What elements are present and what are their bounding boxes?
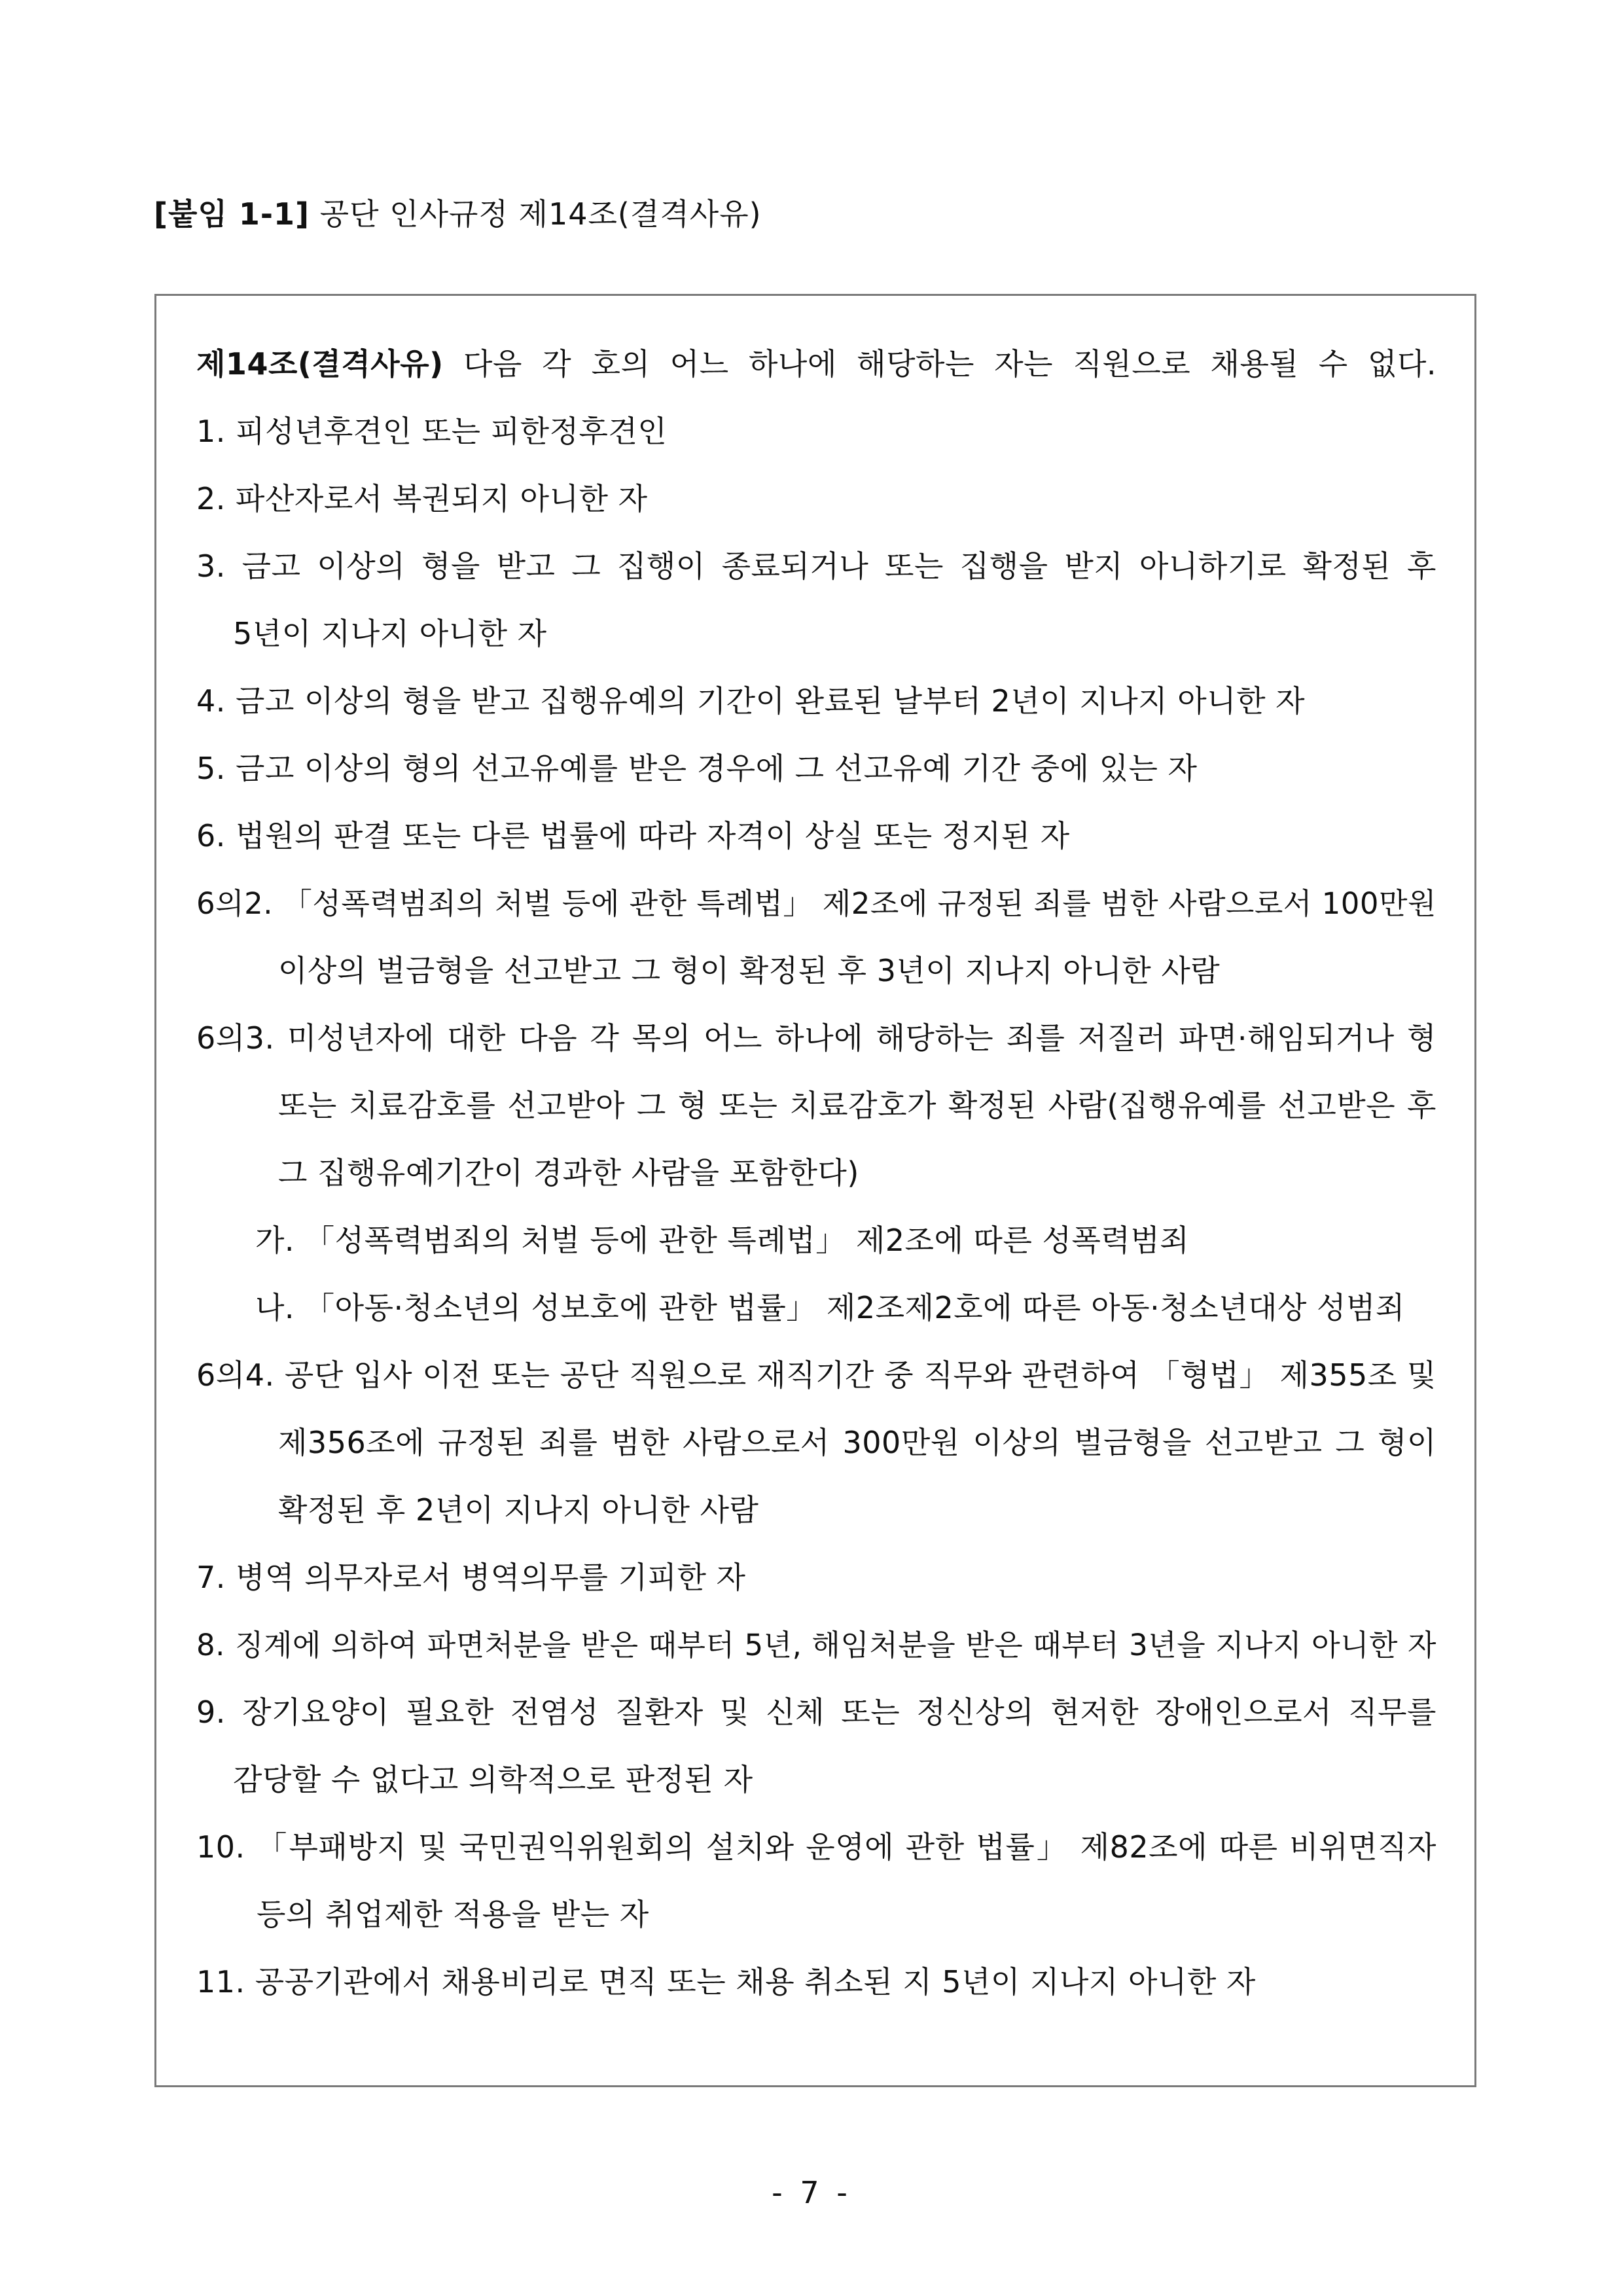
article-header <box>196 331 1436 398</box>
page-heading <box>154 191 762 237</box>
item-9-line-1: 9. 장기요양이 필요한 전염성 질환자 및 신체 또는 정신상의 현저한 장애인으로서 직무를 <box>196 1695 1436 1730</box>
item-8: 8. 징계에 의하여 파면처분을 받은 때부터 5년, 해임처분을 받은 때부터 3년을 지나지 아니한 자 <box>196 1628 1436 1662</box>
item-6-2-line-2: 이상의 벌금형을 선고받고 그 형이 확정된 후 3년이 지나지 아니한 사람 <box>278 953 1221 988</box>
item-6-4-line-3: 확정된 후 2년이 지나지 아니한 사람 <box>278 1492 759 1528</box>
article-intro: 다음 각 호의 어느 하나에 해당하는 자는 직원으로 채용될 수 없다. <box>463 346 1436 382</box>
item-3-line-2: 5년이 지나지 아니한 자 <box>233 616 547 651</box>
heading-title: 공단 인사규정 제14조(결격사유) <box>319 196 762 232</box>
item-6-4-line-1: 6의4. 공단 입사 이전 또는 공단 직원으로 재직기간 중 직무와 관련하여 「형법」 제355조 및 <box>196 1357 1436 1393</box>
item-9-line-2: 감당할 수 없다고 의학적으로 판정된 자 <box>233 1762 753 1797</box>
item-6-3-sub-ga: 가. 「성폭력범죄의 처벌 등에 관한 특례법」 제2조에 따른 성폭력범죄 <box>255 1223 1190 1258</box>
item-2: 2. 파산자로서 복권되지 아니한 자 <box>196 481 648 516</box>
item-7: 7. 병역 의무자로서 병역의무를 기피한 자 <box>196 1560 746 1595</box>
item-6-3-sub-na: 나. 「아동·청소년의 성보호에 관한 법률」 제2조제2호에 따른 아동·청소년대상 성범죄 <box>255 1290 1405 1325</box>
item-3-line-1: 3. 금고 이상의 형을 받고 그 집행이 종료되거나 또는 집행을 받지 아니하기로 확정된 후 <box>196 548 1436 584</box>
item-6-3-line-2: 또는 치료감호를 선고받아 그 형 또는 치료감호가 확정된 사람(집행유예를 선고받은 후 <box>278 1088 1436 1123</box>
item-6-2-line-1: 6의2. 「성폭력범죄의 처벌 등에 관한 특례법」 제2조에 규정된 죄를 범한 사람으로서 100만원 <box>196 886 1436 921</box>
article-content <box>196 331 1436 2016</box>
item-4: 4. 금고 이상의 형을 받고 집행유예의 기간이 완료된 날부터 2년이 지나지 아니한 자 <box>196 683 1306 719</box>
item-5: 5. 금고 이상의 형의 선고유예를 받은 경우에 그 선고유예 기간 중에 있는 자 <box>196 751 1198 786</box>
item-11: 11. 공공기관에서 채용비리로 면직 또는 채용 취소된 지 5년이 지나지 아니한 자 <box>196 1964 1256 2000</box>
item-6: 6. 법원의 판결 또는 다른 법률에 따라 자격이 상실 또는 정지된 자 <box>196 818 1070 853</box>
item-10-line-1: 10. 「부패방지 및 국민권익위원회의 설치와 운영에 관한 법률」 제82조에 따른 비위면직자 <box>196 1829 1436 1865</box>
article-title: 제14조(결격사유) <box>196 346 444 382</box>
item-10-line-2: 등의 취업제한 적용을 받는 자 <box>257 1897 649 1932</box>
item-6-3-line-3: 그 집행유예기간이 경과한 사람을 포함한다) <box>278 1155 859 1191</box>
item-6-4-line-2: 제356조에 규정된 죄를 범한 사람으로서 300만원 이상의 벌금형을 선고받고 그 형이 <box>278 1425 1436 1460</box>
page-number: - 7 - <box>772 2175 851 2210</box>
item-1: 1. 피성년후견인 또는 피한정후견인 <box>196 414 668 449</box>
item-6-3-line-1: 6의3. 미성년자에 대한 다음 각 목의 어느 하나에 해당하는 죄를 저질러 파면·해임되거나 형 <box>196 1020 1436 1056</box>
attachment-tag: [붙임 1-1] <box>154 196 310 232</box>
